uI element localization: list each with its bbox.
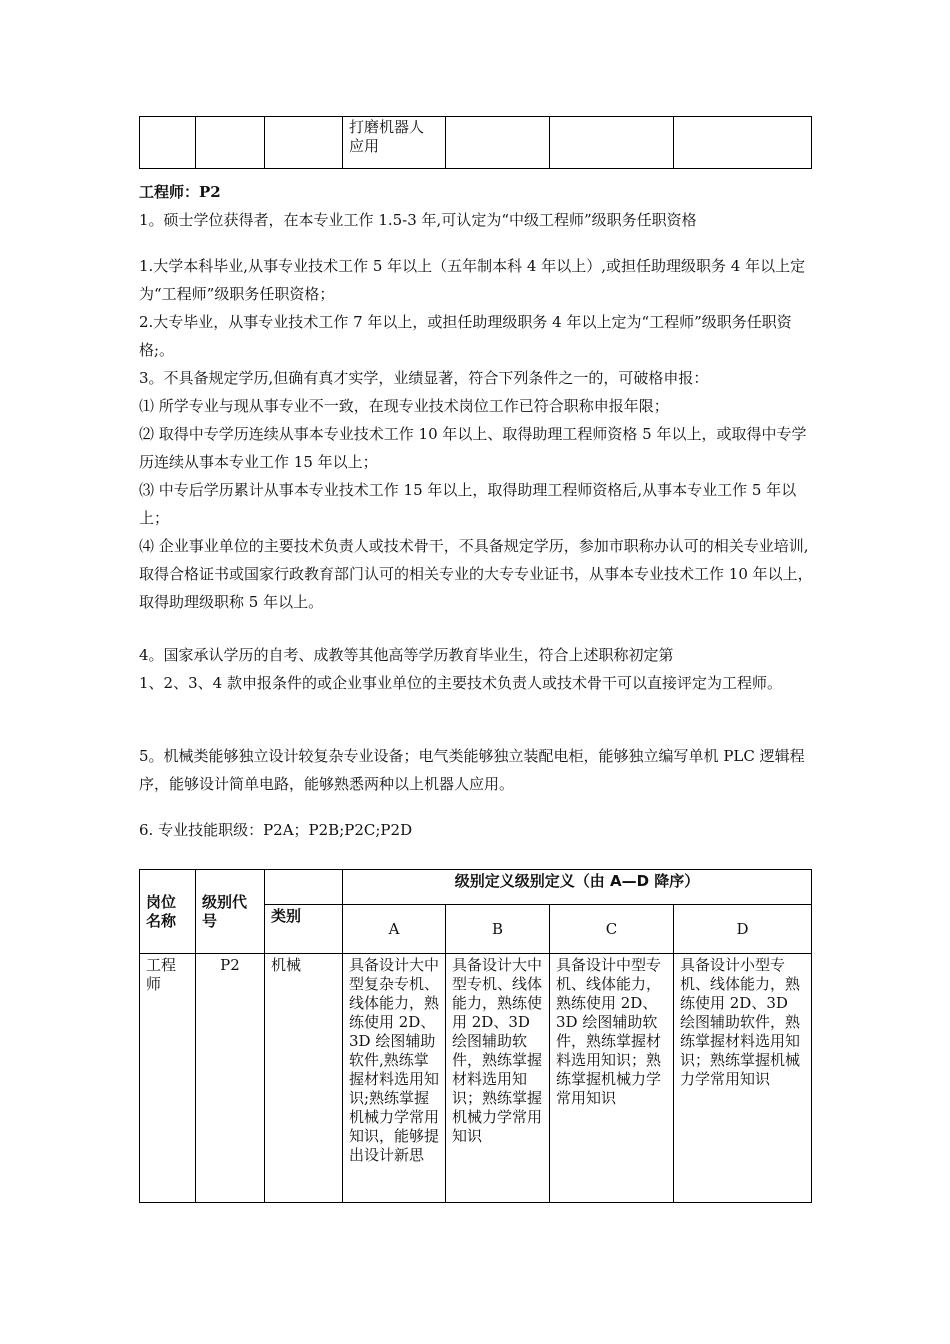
paragraph: ⑴ 所学专业与现从事专业不一致，在现专业技术岗位工作已符合职称申报年限； [139,397,669,415]
cell-category: 机械 [265,954,343,1203]
table-cell: 打磨机器人 应用 [343,117,446,169]
cell-level-code: P2 [196,954,265,1203]
table-cell [674,117,812,169]
table-row [140,117,812,169]
table-header-row [140,870,812,905]
paragraph-group-2 [139,252,814,616]
paragraph-1: 1。硕士学位获得者，在本专业工作 1.5-3 年,可认定为“中级工程师”级职务任职资格 [139,211,697,229]
header-post-name: 岗位名称 [140,870,196,954]
table-cell [446,117,550,169]
header-level-d: D [674,905,812,954]
paragraph: 1.大学本科毕业,从事专业技术工作 5 年以上（五年制本科 4 年以上）,或担任助理级职务 4 年以上定为“工程师”级职务任职资格； [139,257,806,303]
paragraph: 6. 专业技能职级：P2A；P2B;P2C;P2D [139,821,413,839]
table-cell [140,117,196,169]
header-blank [265,870,343,905]
table-cell [196,117,265,169]
header-level-c: C [550,905,674,954]
cell-level-d-definition: 具备设计小型专机、线体能力，熟练使用 2D、3D 绘图辅助软件，熟练掌握材料选用知识；熟练掌握机械力学常用知识 [674,954,812,1203]
paragraph: 1、2、3、4 款申报条件的或企业事业单位的主要技术负责人或技术骨干可以直接评定为工程师。 [139,674,782,692]
top-table-fragment [139,116,812,169]
cell-level-c-definition: 具备设计中型专机、线体能力，熟练使用 2D、3D 绘图辅助软件，熟练掌握材料选用知识；熟练掌握机械力学常用知识 [550,954,674,1203]
table-cell [265,117,343,169]
header-level-b: B [446,905,550,954]
section-title-block [139,178,814,234]
paragraph: 4。国家承认学历的自考、成教等其他高等学历教育毕业生，符合上述职称初定第 [139,646,674,664]
paragraph: ⑷ 企业事业单位的主要技术负责人或技术骨干，不具备规定学历，参加市职称办认可的相关专业培训,取得合格证书或国家行政教育部门认可的相关专业的大专专业证书，从事本专业技术工作 10 年以上，取得助理级职称 5 年以上。 [139,537,813,611]
header-definition: 级别定义级别定义（由 A—D 降序） [343,870,812,905]
paragraph-4 [139,641,814,697]
paragraph: 2.大专毕业，从事专业技术工作 7 年以上，或担任助理级职务 4 年以上定为“工程师”级职务任职资格;。 [139,313,792,359]
paragraph: 5。机械类能够独立设计较复杂专业设备；电气类能够独立装配电柜，能够独立编写单机 PLC 逻辑程序，能够设计简单电路，能够熟悉两种以上机器人应用。 [139,747,805,793]
paragraph: ⑵ 取得中专学历连续从事本专业技术工作 10 年以上、取得助理工程师资格 5 年以上，或取得中专学历连续从事本专业工作 15 年以上； [139,425,807,471]
cell-level-b-definition: 具备设计大中型专机、线体能力，熟练使用 2D、3D 绘图辅助软件，熟练掌握材料选用知识；熟练掌握机械力学常用知识 [446,954,550,1203]
paragraph: ⑶ 中专后学历累计从事本专业技术工作 15 年以上，取得助理工程师资格后,从事本专业工作 5 年以上； [139,481,797,527]
header-level-code: 级别代号 [196,870,265,954]
level-definition-table [139,869,812,1203]
table-cell [550,117,674,169]
paragraph: 3。不具备规定学历,但确有真才实学，业绩显著，符合下列条件之一的，可破格申报： [139,369,709,387]
cell-level-a-definition: 具备设计大中型复杂专机、线体能力，熟练使用 2D、3D 绘图辅助软件,熟练掌握材料选用知识;熟练掌握机械力学常用知识，能够提出设计新思 [343,954,446,1203]
header-category: 类别 [265,905,343,954]
cell-post-name: 工程师 [140,954,196,1203]
table-row [140,954,812,1203]
paragraph-5 [139,742,814,798]
section-title: 工程师：P2 [139,183,221,201]
paragraph-6 [139,816,814,844]
header-level-a: A [343,905,446,954]
